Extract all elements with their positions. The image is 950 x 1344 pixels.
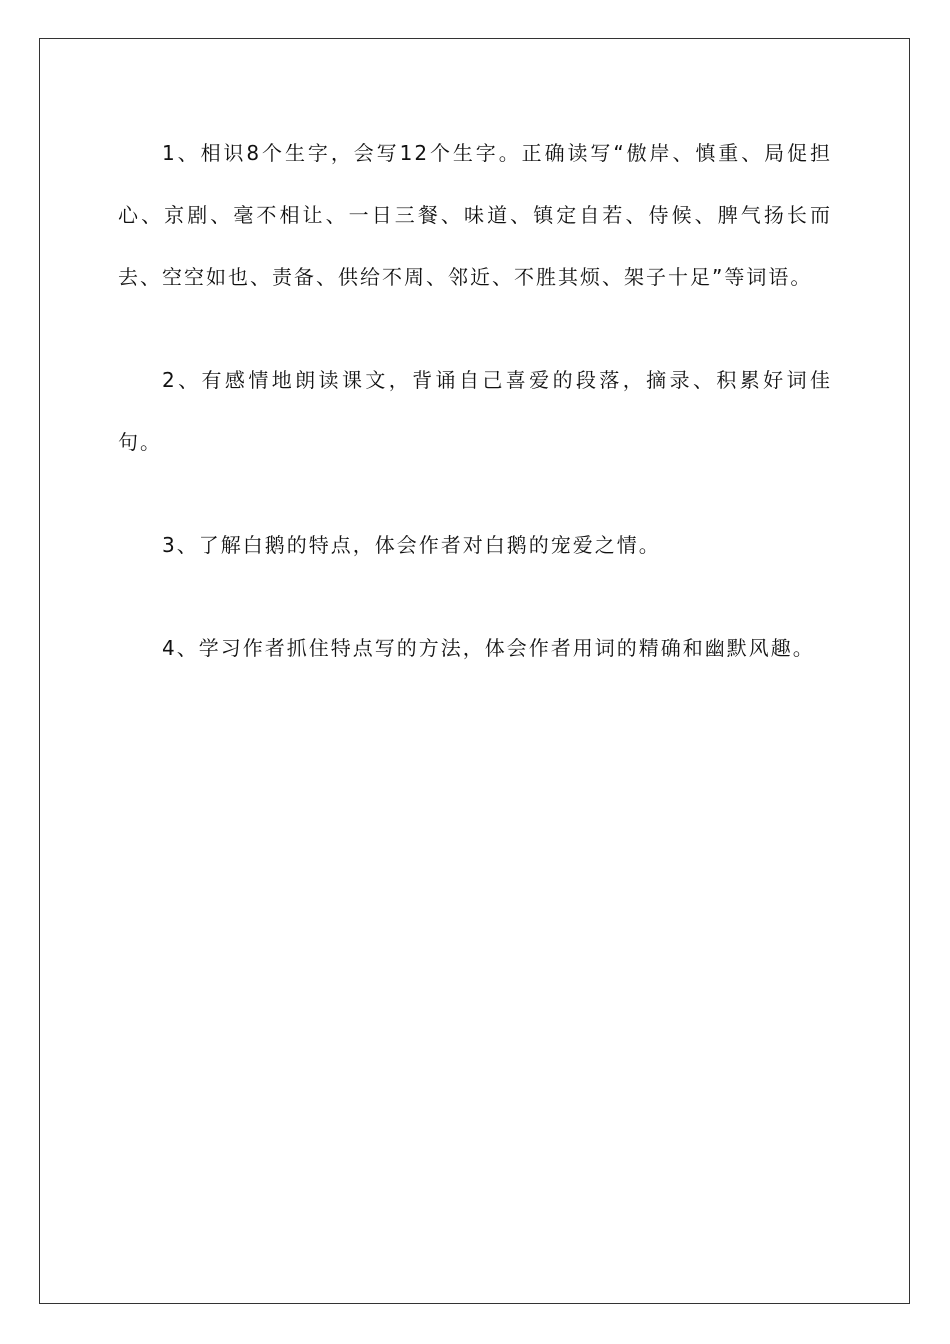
paragraph-2: 2、有感情地朗读课文，背诵自己喜爱的段落，摘录、积累好词佳句。 (118, 368, 832, 454)
document-body (118, 122, 832, 720)
paragraph-3: 3、了解白鹅的特点，体会作者对白鹅的宠爱之情。 (162, 533, 661, 557)
paragraph-4: 4、学习作者抓住特点写的方法，体会作者用词的精确和幽默风趣。 (162, 636, 815, 660)
paragraph-1: 1、相识8个生字，会写12个生字。正确读写“傲岸、慎重、局促担心、京剧、毫不相让、一日三餐、味道、镇定自若、侍候、脾气扬长而去、空空如也、责备、供给不周、邻近、不胜其烦、架子十足”等词语。 (118, 141, 832, 289)
